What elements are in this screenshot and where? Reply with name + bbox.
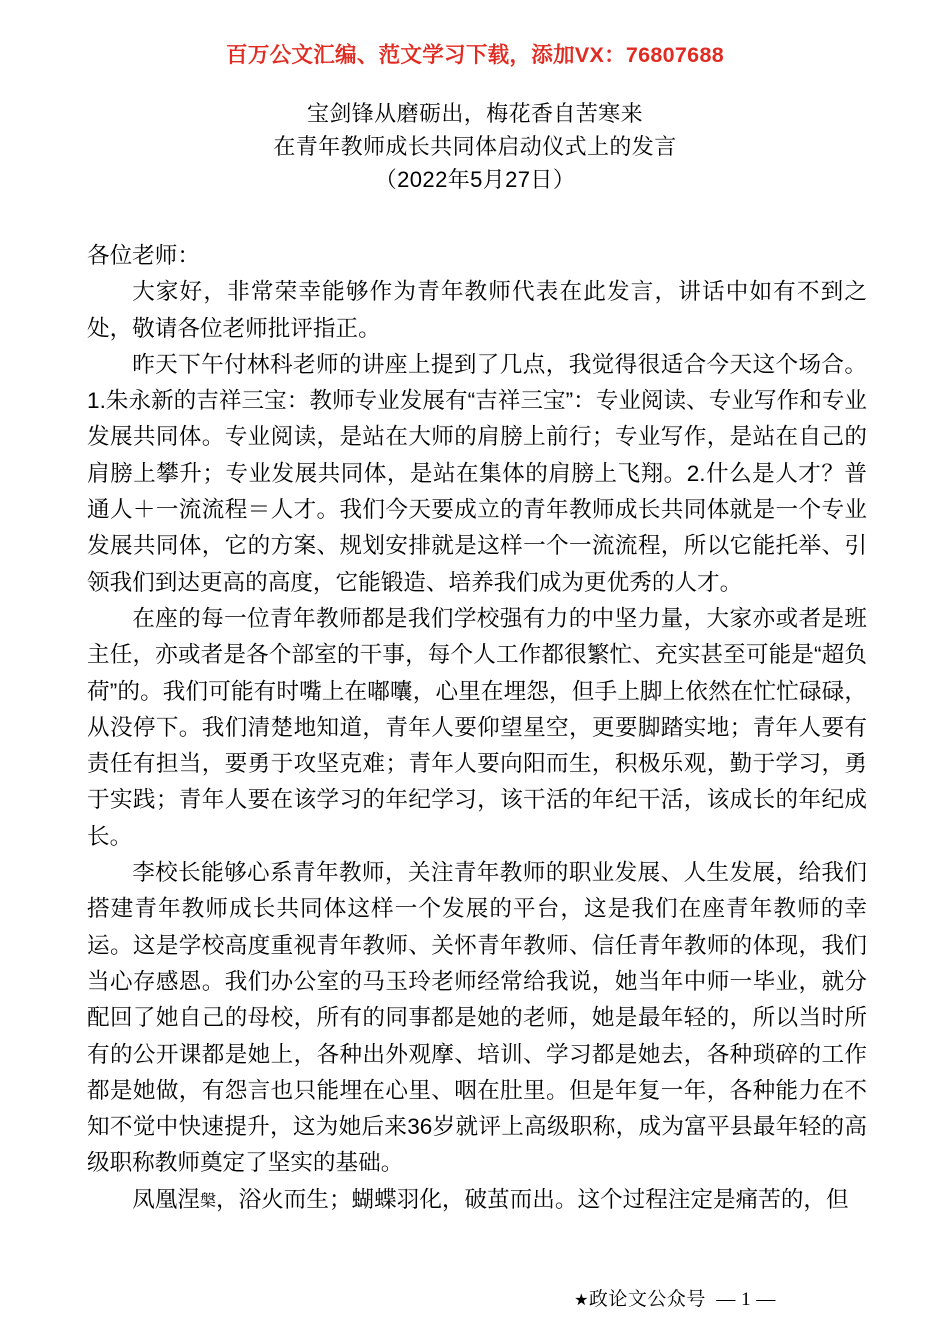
- footer-inner: [574, 1284, 776, 1311]
- document-title-date: （2022年5月27日）: [374, 167, 576, 192]
- page-footer: [0, 1284, 950, 1311]
- document-title-line-1: 宝剑锋从磨砺出，梅花香自苦寒来: [306, 101, 643, 126]
- body-paragraph-5: [87, 1182, 867, 1220]
- star-icon: ★: [574, 1290, 589, 1309]
- body-paragraph-1: 大家好，非常荣幸能够作为青年教师代表在此发言，讲话中如有不到之处，敬请各位老师批评指正。: [87, 279, 867, 341]
- body-paragraph-5-small-glyph: 槃: [199, 1192, 216, 1210]
- body-paragraph-5-part-1: 凤凰涅: [132, 1186, 200, 1212]
- salutation-line: 各位老师：: [87, 243, 200, 268]
- body-paragraph-2: 昨天下午付林科老师的讲座上提到了几点，我觉得很适合今天这个场合。1.朱永新的吉祥三宝：教师专业发展有“吉祥三宝”：专业阅读、专业写作和专业发展共同体。专业阅读，是站在大师的肩膀上前行；专业写作，是站在自己的肩膀上攀升；专业发展共同体，是站在集体的肩膀上飞翔。2.什么是人才？普通人＋一流流程＝人才。我们今天要成立的青年教师成长共同体就是一个专业发展共同体，它的方案、规划安排就是这样一个一流流程，所以它能托举、引领我们到达更高的高度，它能锻造、培养我们成为更优秀的人才。: [87, 351, 867, 595]
- document-title-block: [0, 97, 950, 196]
- footer-brand: 政论文公众号: [588, 1289, 706, 1310]
- footer-page-number: — 1 —: [716, 1289, 776, 1310]
- body-paragraph-4: 李校长能够心系青年教师，关注青年教师的职业发展、人生发展，给我们搭建青年教师成长共同体这样一个发展的平台，这是我们在座青年教师的幸运。这是学校高度重视青年教师、关怀青年教师、信任青年教师的体现，我们当心存感恩。我们办公室的马玉玲老师经常给我说，她当年中师一毕业，就分配回了她自己的母校，所有的同事都是她的老师，她是最年轻的，所以当时所有的公开课都是她上，各种出外观摩、培训、学习都是她去，各种琐碎的工作都是她做，有怨言也只能埋在心里、咽在肚里。但是年复一年，各种能力在不知不觉中快速提升，这为她后来36岁就评上高级职称，成为富平县最年轻的高级职称教师奠定了坚实的基础。: [87, 860, 867, 1176]
- promo-header-text: 百万公文汇编、范文学习下载，添加VX：76807688: [226, 43, 724, 67]
- body-paragraph-3: 在座的每一位青年教师都是我们学校强有力的中坚力量，大家亦或者是班主任，亦或者是各个部室的干事，每个人工作都很繁忙、充实甚至可能是“超负荷”的。我们可能有时嘴上在嘟囔，心里在埋怨，但手上脚上依然在忙忙碌碌，从没停下。我们清楚地知道，青年人要仰望星空，更要脚踏实地；青年人要有责任有担当，要勇于攻坚克难；青年人要向阳而生，积极乐观，勤于学习，勇于实践；青年人要在该学习的年纪学习，该干活的年纪干活，该成长的年纪成长。: [87, 605, 867, 849]
- document-title-line-2: 在青年教师成长共同体启动仪式上的发言: [273, 134, 677, 159]
- document-body: [87, 238, 867, 1220]
- body-paragraph-5-part-2: ，浴火而生；蝴蝶羽化，破茧而出。这个过程注定是痛苦的，但: [215, 1186, 849, 1212]
